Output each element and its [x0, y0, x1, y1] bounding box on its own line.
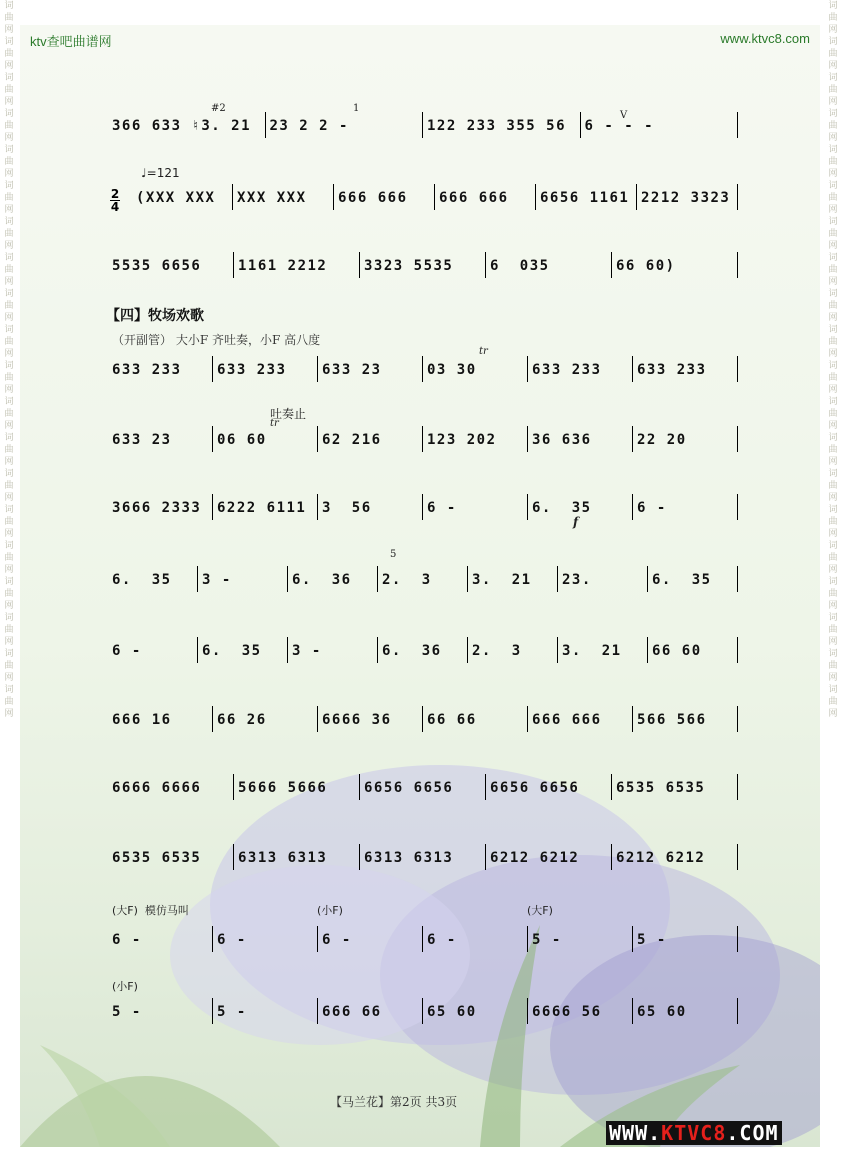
- measure: 366 633 ♮3. 21: [112, 118, 252, 134]
- bar-line: [233, 774, 234, 800]
- measure: 6 - - -: [584, 118, 655, 134]
- bar-line: [611, 774, 612, 800]
- bar-line: [212, 998, 213, 1024]
- measure: 3323 5535: [364, 258, 454, 274]
- measure: 123 202: [427, 432, 497, 448]
- trill-mark-2: tr: [270, 418, 279, 429]
- measure: 23.: [562, 572, 592, 588]
- measure: 3. 21: [472, 572, 532, 588]
- bar-line: [422, 998, 423, 1024]
- measure: 6656 1161: [540, 190, 630, 206]
- bar-line: [527, 494, 528, 520]
- bar-line: [317, 926, 318, 952]
- bar-line: [485, 252, 486, 278]
- measure: 1161 2212: [238, 258, 328, 274]
- logo-www: WWW.: [609, 1121, 662, 1145]
- measure: 22 20: [637, 432, 687, 448]
- tempo-mark: ♩=121: [141, 166, 180, 180]
- small-f-label-2: (小F): [112, 980, 138, 993]
- measure: 633 23: [322, 362, 382, 378]
- bar-line: [197, 637, 198, 663]
- measure: 66 60: [652, 643, 702, 659]
- measure: 6535 6535: [616, 780, 706, 796]
- bar-line: [317, 356, 318, 382]
- measure: 6313 6313: [364, 850, 454, 866]
- staff-row: [108, 840, 738, 880]
- bar-line: [212, 494, 213, 520]
- measure: 5 -: [217, 1004, 247, 1020]
- bar-line: [265, 112, 266, 138]
- measure: 65 60: [427, 1004, 477, 1020]
- bar-line: [557, 566, 558, 592]
- bar-line: [212, 426, 213, 452]
- bar-line: [632, 706, 633, 732]
- bar-line: [333, 184, 334, 210]
- bar-line: [467, 566, 468, 592]
- section-subtitle: （开副管） 大小F 齐吐奏，小F 高八度: [112, 333, 321, 347]
- bar-line: [737, 926, 738, 952]
- staff-row: [108, 702, 738, 742]
- measure: 3 -: [292, 643, 322, 659]
- measure: 6. 35: [112, 572, 172, 588]
- bar-line: [197, 566, 198, 592]
- bar-line: [422, 112, 423, 138]
- bar-line: [527, 926, 528, 952]
- stop-tongue-label: 吐奏止: [270, 407, 307, 421]
- measure: 6 -: [112, 932, 142, 948]
- logo-tail: .COM: [726, 1121, 779, 1145]
- bar-line: [232, 184, 233, 210]
- bar-line: [377, 637, 378, 663]
- bar-line: [632, 494, 633, 520]
- bar-line: [737, 998, 738, 1024]
- staff-row: [108, 422, 738, 462]
- measure: 666 66: [322, 1004, 382, 1020]
- measure: 6656 6656: [364, 780, 454, 796]
- bar-line: [632, 426, 633, 452]
- grace-note-2: 1: [353, 103, 360, 114]
- measure: (XXX XXX: [136, 190, 216, 206]
- bar-line: [212, 706, 213, 732]
- measure: 6. 36: [382, 643, 442, 659]
- measure: XXX XXX: [237, 190, 307, 206]
- measure: 666 666: [532, 712, 602, 728]
- bar-line: [317, 494, 318, 520]
- measure: 6 -: [637, 500, 667, 516]
- measure: 6212 6212: [490, 850, 580, 866]
- bar-line: [422, 926, 423, 952]
- measure: 666 666: [439, 190, 509, 206]
- bar-line: [485, 844, 486, 870]
- measure: 6212 6212: [616, 850, 706, 866]
- bar-line: [737, 426, 738, 452]
- time-signature-top: 2: [110, 187, 120, 201]
- staff-row: [108, 922, 738, 962]
- measure: 6 -: [112, 643, 142, 659]
- section-title: 【四】牧场欢歌: [106, 308, 204, 324]
- staff-row: [108, 248, 738, 288]
- measure: 5666 5666: [238, 780, 328, 796]
- bar-line: [611, 844, 612, 870]
- measure: 6656 6656: [490, 780, 580, 796]
- bar-line: [422, 494, 423, 520]
- bar-line: [359, 252, 360, 278]
- watermark-left: 词曲网词曲网词曲网词曲网词曲网词曲网词曲网词曲网词曲网词曲网词曲网词曲网词曲网词曲网词曲网词曲网词曲网词曲网词曲网词曲网: [4, 1, 14, 719]
- staff-row: [108, 994, 738, 1034]
- bar-line: [233, 252, 234, 278]
- measure: 633 233: [217, 362, 287, 378]
- bar-line: [737, 774, 738, 800]
- page-footer: 【马兰花】第2页 共3页: [330, 1095, 458, 1109]
- measure: 6 035: [490, 258, 550, 274]
- bar-line: [287, 566, 288, 592]
- bar-line: [359, 774, 360, 800]
- time-signature-bottom: 4: [110, 200, 120, 214]
- bar-line: [359, 844, 360, 870]
- measure: 2. 3: [472, 643, 522, 659]
- measure: 666 666: [338, 190, 408, 206]
- bar-line: [632, 998, 633, 1024]
- bar-line: [527, 426, 528, 452]
- bar-line: [317, 426, 318, 452]
- bar-line: [377, 566, 378, 592]
- grace-note-1: #2: [211, 103, 226, 114]
- staff-row: [108, 633, 738, 673]
- bar-line: [737, 356, 738, 382]
- measure: 3. 21: [562, 643, 622, 659]
- staff-row: [108, 108, 738, 148]
- small-f-label-1: (小F): [317, 904, 343, 917]
- measure: 6 -: [427, 932, 457, 948]
- bar-line: [557, 637, 558, 663]
- measure: 2212 3323: [641, 190, 731, 206]
- bar-line: [636, 184, 637, 210]
- measure: 122 233 355 56: [427, 118, 567, 134]
- staff-row: [108, 770, 738, 810]
- bar-line: [737, 184, 738, 210]
- grace-note-3: 5: [390, 549, 397, 560]
- bar-line: [422, 706, 423, 732]
- staff-row: [108, 180, 738, 220]
- measure: 6 -: [427, 500, 457, 516]
- site-name: ktv查吧曲谱网: [30, 34, 112, 49]
- logo-brand: KTVC8: [661, 1121, 727, 1145]
- measure: 6313 6313: [238, 850, 328, 866]
- breath-mark: V: [620, 110, 628, 121]
- bar-line: [422, 356, 423, 382]
- measure: 633 23: [112, 432, 172, 448]
- measure: 566 566: [637, 712, 707, 728]
- bar-line: [527, 998, 528, 1024]
- measure: 633 233: [112, 362, 182, 378]
- bar-line: [317, 998, 318, 1024]
- measure: 6666 6666: [112, 780, 202, 796]
- measure: 633 233: [532, 362, 602, 378]
- measure: 6666 36: [322, 712, 392, 728]
- bar-line: [737, 844, 738, 870]
- measure: 633 233: [637, 362, 707, 378]
- measure: 6. 36: [292, 572, 352, 588]
- bar-line: [467, 637, 468, 663]
- measure: 3666 2333: [112, 500, 202, 516]
- staff-row: [108, 490, 738, 530]
- bar-line: [535, 184, 536, 210]
- measure: 65 60: [637, 1004, 687, 1020]
- bar-line: [317, 706, 318, 732]
- bar-line: [611, 252, 612, 278]
- bar-line: [212, 926, 213, 952]
- watermark-right: 词曲网词曲网词曲网词曲网词曲网词曲网词曲网词曲网词曲网词曲网词曲网词曲网词曲网词曲网词曲网词曲网词曲网词曲网词曲网词曲网: [828, 1, 838, 719]
- measure: 23 2 2 -: [269, 118, 349, 134]
- staff-row: [108, 562, 738, 602]
- measure: 666 16: [112, 712, 172, 728]
- big-f-label-2: (大F): [527, 904, 553, 917]
- bar-line: [737, 706, 738, 732]
- bar-line: [647, 637, 648, 663]
- staff-row: [108, 352, 738, 392]
- bar-line: [527, 356, 528, 382]
- bar-line: [737, 494, 738, 520]
- measure: 6222 6111: [217, 500, 307, 516]
- measure: 5 -: [637, 932, 667, 948]
- site-url: www.ktvc8.com: [720, 31, 810, 46]
- measure: 6. 35: [202, 643, 262, 659]
- measure: 6 -: [217, 932, 247, 948]
- measure: 5 -: [112, 1004, 142, 1020]
- bar-line: [233, 844, 234, 870]
- trill-mark-1: tr: [479, 346, 488, 357]
- bar-line: [632, 926, 633, 952]
- bar-line: [737, 112, 738, 138]
- bar-line: [737, 566, 738, 592]
- bar-line: [632, 356, 633, 382]
- bar-line: [434, 184, 435, 210]
- measure: 66 60): [616, 258, 676, 274]
- site-logo: [606, 1121, 782, 1145]
- measure: 62 216: [322, 432, 382, 448]
- bar-line: [647, 566, 648, 592]
- measure: 3 56: [322, 500, 372, 516]
- bar-line: [422, 426, 423, 452]
- measure: 66 26: [217, 712, 267, 728]
- measure: 2. 3: [382, 572, 432, 588]
- measure: 6. 35: [652, 572, 712, 588]
- measure: 5 -: [532, 932, 562, 948]
- measure: 6535 6535: [112, 850, 202, 866]
- bar-line: [287, 637, 288, 663]
- bar-line: [485, 774, 486, 800]
- measure: 5535 6656: [112, 258, 202, 274]
- measure: 3 -: [202, 572, 232, 588]
- measure: 66 66: [427, 712, 477, 728]
- bar-line: [212, 356, 213, 382]
- bar-line: [737, 637, 738, 663]
- measure: 6 -: [322, 932, 352, 948]
- measure: 6. 35: [532, 500, 592, 516]
- bar-line: [527, 706, 528, 732]
- measure: 36 636: [532, 432, 592, 448]
- bar-line: [737, 252, 738, 278]
- bar-line: [580, 112, 581, 138]
- measure: 06 60: [217, 432, 267, 448]
- measure: 6666 56: [532, 1004, 602, 1020]
- measure: 03 30: [427, 362, 477, 378]
- forte-mark: f: [573, 515, 579, 529]
- big-f-imitate-label: (大F) 模仿马叫: [112, 904, 189, 917]
